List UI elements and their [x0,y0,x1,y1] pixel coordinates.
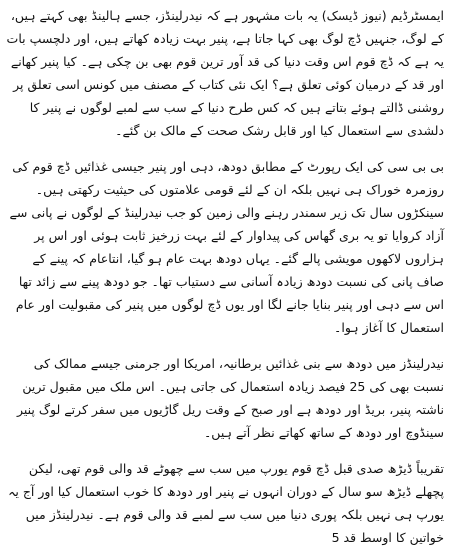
article-paragraph-3: نیدرلینڈز میں دودھ سے بنی غذائیں برطانیہ، امریکا اور جرمنی جیسے ممالک کی نسبت بھی کی 25 فیصد زیادہ استعمال کی جاتی ہیں۔ اس ملک میں مقبول ترین ناشتہ پنیر، بریڈ اور دودھ ہے اور صبح کے وقت ریل گاڑیوں میں سفر کرتے لوگ پنیر سینڈوچ اور دودھ کے ساتھ کھاتے نظر آتے ہیں۔ [16,356,444,440]
article-paragraph-4: تقریباً ڈیڑھ صدی قبل ڈچ قوم یورپ میں سب سے چھوٹے قد والی قوم تھی، لیکن پچھلے ڈیڑھ سو سال کے دوران انہوں نے پنیر اور دودھ کا خوب استعمال کیا اور آج یہ یورپ ہی نہیں بلکہ پوری دنیا میں سب سے لمبے قد والی قوم ہے۔ نیدرلینڈز میں خواتین کا اوسط قد 5 [8,461,444,545]
article-paragraph-2: بی بی سی کی ایک رپورٹ کے مطابق دودھ، دہی اور پنیر جیسی غذائیں ڈچ قوم کی روزمرہ خوراک ہی نہیں بلکہ ان کے لئے قومی علامتوں کی حیثیت رکھتی ہیں۔ سینکڑوں سال تک زیر سمندر رہنے والی زمین کو جب نیدرلینڈ کے لوگوں نے پانی سے آزاد کروایا تو یہ بری گھاس کی پیداوار کے لئے بہت زرخیز ثابت ہوئی اور اس پر ہزاروں لاکھوں مویشی پالے گئے۔ یہاں دودھ بہت عام ہو گیا، انتاعام کہ پینے کے صاف پانی کی نسبت دودھ زیادہ آسانی سے دستیاب تھا۔ جو دودھ پینے سے زائد تھا اس سے دہی اور پنیر بنایا جانے لگا اور یوں ڈچ لوگوں میں پنیر کی مقبولیت اور عام استعمال کا آغاز ہوا۔ [9,159,444,335]
article-paragraph-1: ایمسٹرڈیم (نیوز ڈیسک) یہ بات مشہور ہے کہ نیدرلینڈز، جسے ہالینڈ بھی کہتے ہیں، کے لوگ، جنہیں ڈچ لوگ بھی کہا جاتا ہے، پنیر بہت زیادہ کھاتے ہیں، اور دلچسپ بات یہ ہے کہ ڈچ قوم اس وقت دنیا کی قد آور ترین قوم بھی بن چکی ہے۔ کیا پنیر کھانے اور قد کے درمیان کوئی تعلق ہے؟ ایک نئی کتاب کے مصنف میں کونس اسی تعلق پر روشنی ڈالتے ہوئے بتاتے ہیں کہ کس طرح دنیا کے سب سے لمبے لوگوں نے پنیر کا دلشدی سے استعمال کیا اور قابل رشک صحت کے مالک بن گئے۔ [6,8,444,138]
